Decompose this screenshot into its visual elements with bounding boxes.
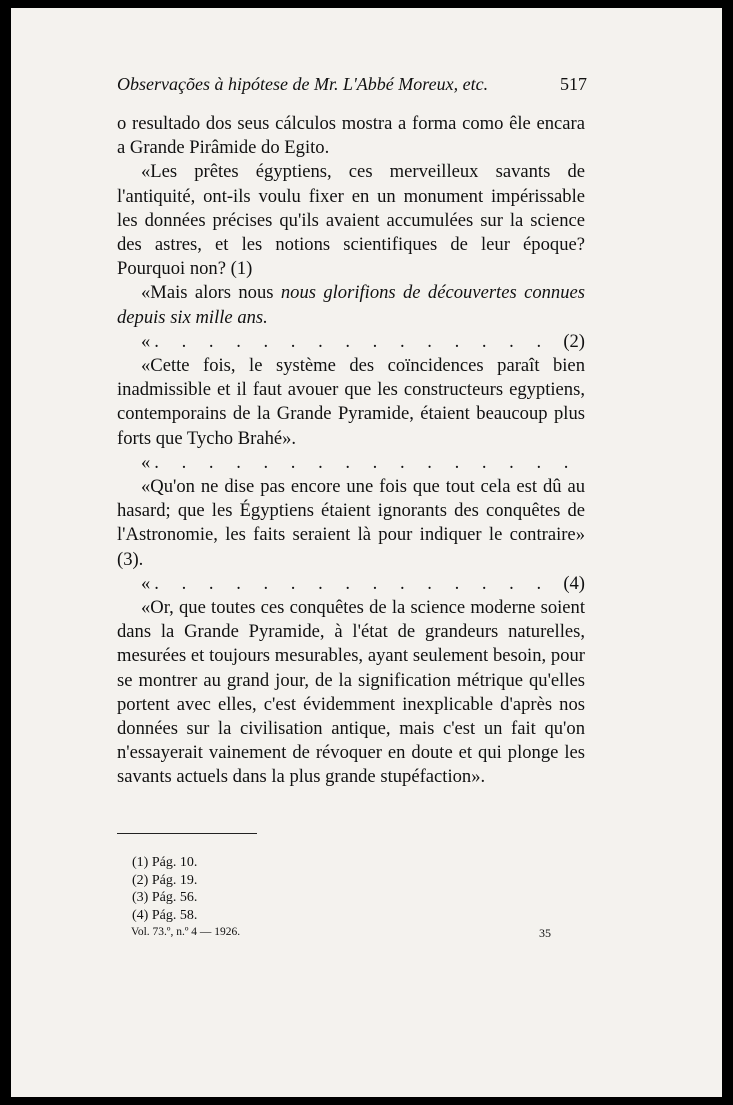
ellipsis-line-2 (117, 451, 585, 475)
paragraph-3 (117, 281, 585, 329)
paragraph-1: o resultado dos seus cálculos mostra a forma como êle encara a Grande Pirâmide do Egito. (117, 113, 585, 159)
footnote: (3) Pág. 56. (132, 890, 198, 905)
paragraph-3-italic: nous glorifions de découvertes connues depuis six mille ans. (117, 282, 585, 328)
paragraph-6: «Or, que toutes ces conquêtes de la science moderne soient dans la Grande Pyramide, à l'état de grandeurs naturelles, mesurées et toujours mesurables, ayant seulement besoin, pour se montrer au grand jour, de la signification métrique qu'elles portent avec elles, c'est évidemment inexplicable d'après nos données sur la civilisation antique, mais c'est un fait qu'on n'essayerait vainement de révoquer en doute et qui plonge les savants actuels dans la plus grande stupéfaction». (117, 597, 585, 788)
ellipsis-line-1 (117, 330, 585, 354)
ellipsis-3-ref: (4) (563, 572, 585, 594)
running-title: Observações à hipótese de Mr. L'Abbé Moreux, etc. (117, 74, 489, 94)
footnote: (1) Pág. 10. (132, 855, 198, 870)
ellipsis-3-dots (154, 572, 559, 596)
ellipsis-1-open: « (141, 330, 151, 352)
footnote: (2) Pág. 19. (132, 872, 198, 888)
ellipsis-1-dots (154, 330, 559, 354)
page-number: 517 (560, 74, 587, 94)
ellipsis-3-open: « (141, 572, 151, 594)
footnote-divider (117, 833, 257, 834)
volume-info: Vol. 73.º, n.º 4 — 1926. (131, 926, 241, 938)
paragraph-2: «Les prêtes égyptiens, ces merveilleux savants de l'antiquité, ont-ils voulu fixer en un monument impérissable les données précises qu'ils avaient accumulées sur la science des astres, et les notions scientifiques de leur époque? Pourquoi non? (1) (117, 161, 585, 280)
paragraph-3-start: «Mais alors nous (141, 282, 281, 304)
page-footer (131, 926, 551, 938)
signature-mark: 35 (539, 926, 551, 940)
footnote: (4) Pág. 58. (132, 907, 198, 923)
body-text (117, 112, 585, 790)
paragraph-4: «Cette fois, le système des coïncidences paraît bien inadmissible et il faut avouer que les constructeurs egyptiens, contemporains de la Grande Pyramide, étaient beaucoup plus forts que Tycho Brahé». (117, 355, 585, 449)
ellipsis-2-open: « (141, 451, 151, 473)
ellipsis-line-3 (117, 572, 585, 596)
paragraph-5: «Qu'on ne dise pas encore une fois que tout cela est dû au hasard; que les Égyptiens étaient ignorants des conquêtes de l'Astronomie, les faits seraient là pour indiquer le contraire» (3). (117, 476, 585, 570)
ellipsis-2-dots (154, 451, 581, 475)
document-page (11, 8, 722, 1097)
running-header (117, 74, 587, 95)
footnotes (132, 854, 197, 924)
ellipsis-1-ref: (2) (563, 330, 585, 352)
